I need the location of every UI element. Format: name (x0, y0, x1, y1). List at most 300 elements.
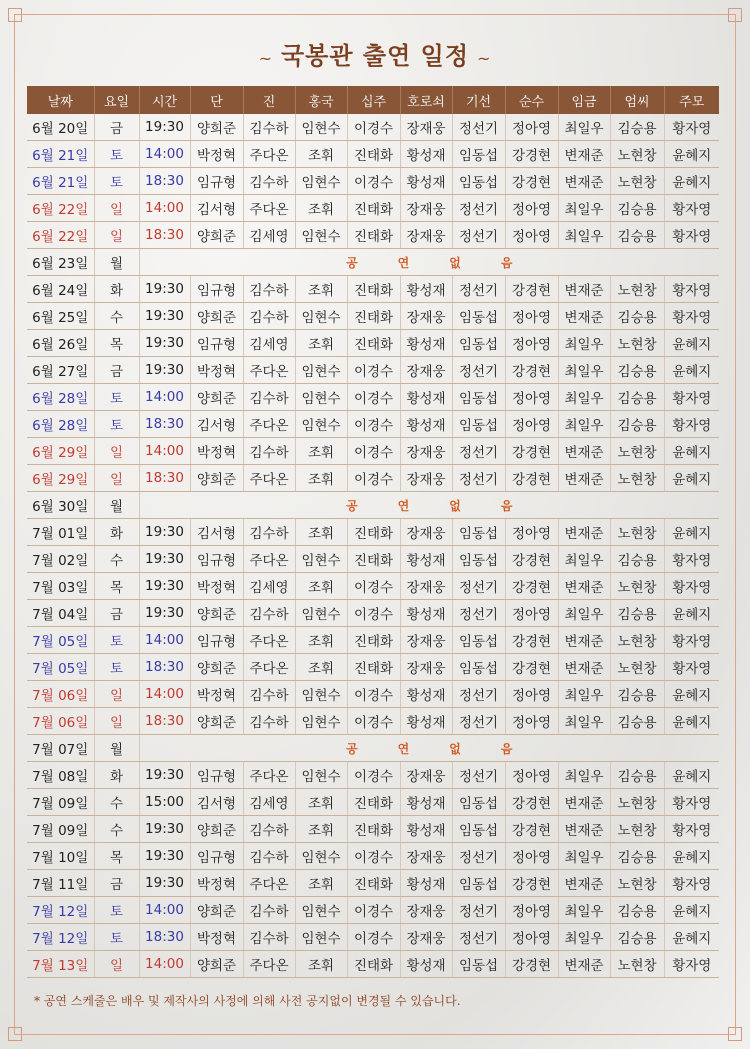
cast-cell: 임규형 (190, 843, 243, 870)
table-row (27, 303, 719, 330)
cast-cell: 장재웅 (400, 924, 452, 951)
cast-cell: 정선기 (452, 438, 505, 465)
cast-cell: 황성재 (400, 276, 452, 303)
cast-cell: 임동섭 (452, 654, 505, 681)
cast-cell: 김승용 (610, 546, 664, 573)
cast-cell: 변재준 (558, 951, 610, 978)
time-cell: 18:30 (139, 654, 190, 681)
cast-cell: 정아영 (505, 600, 558, 627)
cast-cell: 변재준 (558, 519, 610, 546)
cast-cell: 이경수 (347, 411, 400, 438)
cast-cell: 이경수 (347, 114, 400, 141)
weekday-cell: 수 (94, 789, 139, 816)
cast-cell: 윤혜지 (664, 330, 719, 357)
swirl-right-icon: ~ (477, 49, 492, 68)
cast-cell: 정선기 (452, 195, 505, 222)
cast-cell: 임현수 (295, 600, 347, 627)
cast-cell: 양희준 (190, 708, 243, 735)
cast-cell: 정아영 (505, 843, 558, 870)
cast-cell: 장재웅 (400, 627, 452, 654)
cast-cell: 황자영 (664, 951, 719, 978)
date-cell: 7월 12일 (27, 897, 94, 924)
cast-cell: 조휘 (295, 141, 347, 168)
cast-cell: 이경수 (347, 843, 400, 870)
cast-cell: 노현창 (610, 141, 664, 168)
time-cell: 14:00 (139, 195, 190, 222)
cast-cell: 장재웅 (400, 465, 452, 492)
corner-ornament-icon (8, 1027, 22, 1041)
cast-cell: 최일우 (558, 600, 610, 627)
cast-cell: 정선기 (452, 222, 505, 249)
cast-cell: 강경현 (505, 546, 558, 573)
cast-cell: 최일우 (558, 195, 610, 222)
corner-ornament-icon (728, 1027, 742, 1041)
column-header: 순수 (505, 86, 558, 114)
cast-cell: 황성재 (400, 708, 452, 735)
date-cell: 7월 05일 (27, 627, 94, 654)
weekday-cell: 일 (94, 951, 139, 978)
cast-cell: 조휘 (295, 627, 347, 654)
cast-cell: 변재준 (558, 141, 610, 168)
weekday-cell: 일 (94, 195, 139, 222)
cast-cell: 황자영 (664, 222, 719, 249)
cast-cell: 장재웅 (400, 843, 452, 870)
cast-cell: 변재준 (558, 168, 610, 195)
table-body (27, 114, 719, 978)
cast-cell: 장재웅 (400, 762, 452, 789)
cast-cell: 진태화 (347, 303, 400, 330)
cast-cell: 양희준 (190, 114, 243, 141)
cast-cell: 강경현 (505, 951, 558, 978)
table-row (27, 816, 719, 843)
table-row (27, 168, 719, 195)
cast-cell: 노현창 (610, 276, 664, 303)
cast-cell: 이경수 (347, 573, 400, 600)
date-cell: 7월 11일 (27, 870, 94, 897)
cast-cell: 변재준 (558, 816, 610, 843)
column-header: 날짜 (27, 86, 94, 114)
cast-cell: 양희준 (190, 600, 243, 627)
cast-cell: 임동섭 (452, 627, 505, 654)
column-header: 요일 (94, 86, 139, 114)
cast-cell: 최일우 (558, 843, 610, 870)
date-cell: 6월 29일 (27, 465, 94, 492)
cast-cell: 노현창 (610, 816, 664, 843)
cast-cell: 진태화 (347, 330, 400, 357)
date-cell: 6월 22일 (27, 195, 94, 222)
cast-cell: 진태화 (347, 222, 400, 249)
cast-cell: 김수하 (243, 681, 295, 708)
time-cell: 19:30 (139, 519, 190, 546)
cast-cell: 김승용 (610, 222, 664, 249)
weekday-cell: 일 (94, 222, 139, 249)
cast-cell: 윤혜지 (664, 600, 719, 627)
time-cell: 14:00 (139, 141, 190, 168)
weekday-cell: 토 (94, 168, 139, 195)
time-cell: 19:30 (139, 276, 190, 303)
cast-cell: 양희준 (190, 816, 243, 843)
weekday-cell: 토 (94, 924, 139, 951)
cast-cell: 김승용 (610, 384, 664, 411)
cast-cell: 이경수 (347, 924, 400, 951)
cast-cell: 주다온 (243, 195, 295, 222)
date-cell: 6월 21일 (27, 168, 94, 195)
table-header-row (27, 86, 719, 114)
cast-cell: 김승용 (610, 843, 664, 870)
cast-cell: 임현수 (295, 843, 347, 870)
table-row (27, 114, 719, 141)
cast-cell: 이경수 (347, 384, 400, 411)
weekday-cell: 수 (94, 546, 139, 573)
table-row (27, 276, 719, 303)
weekday-cell: 금 (94, 357, 139, 384)
cast-cell: 정아영 (505, 114, 558, 141)
corner-ornament-icon (728, 8, 742, 22)
cast-cell: 강경현 (505, 465, 558, 492)
cast-cell: 변재준 (558, 870, 610, 897)
cast-cell: 정선기 (452, 924, 505, 951)
cast-cell: 윤혜지 (664, 708, 719, 735)
cast-cell: 진태화 (347, 951, 400, 978)
cast-cell: 박정혁 (190, 141, 243, 168)
date-cell: 7월 13일 (27, 951, 94, 978)
column-header: 시간 (139, 86, 190, 114)
cast-cell: 양희준 (190, 465, 243, 492)
cast-cell: 이경수 (347, 168, 400, 195)
cast-cell: 진태화 (347, 816, 400, 843)
date-cell: 6월 20일 (27, 114, 94, 141)
cast-cell: 김승용 (610, 303, 664, 330)
table-row (27, 492, 719, 519)
cast-cell: 노현창 (610, 573, 664, 600)
cast-cell: 윤혜지 (664, 762, 719, 789)
column-header: 주모 (664, 86, 719, 114)
cast-cell: 임현수 (295, 681, 347, 708)
weekday-cell: 목 (94, 330, 139, 357)
cast-cell: 황성재 (400, 789, 452, 816)
weekday-cell: 토 (94, 897, 139, 924)
cast-cell: 노현창 (610, 627, 664, 654)
column-header: 기선 (452, 86, 505, 114)
cast-cell: 조휘 (295, 276, 347, 303)
table-row (27, 627, 719, 654)
cast-cell: 강경현 (505, 870, 558, 897)
cast-cell: 변재준 (558, 303, 610, 330)
time-cell: 19:30 (139, 114, 190, 141)
cast-cell: 박정혁 (190, 924, 243, 951)
cast-cell: 황자영 (664, 546, 719, 573)
cast-cell: 정아영 (505, 384, 558, 411)
time-cell: 19:30 (139, 843, 190, 870)
cast-cell: 강경현 (505, 168, 558, 195)
cast-cell: 임동섭 (452, 546, 505, 573)
table-row (27, 681, 719, 708)
cast-cell: 주다온 (243, 141, 295, 168)
cast-cell: 황성재 (400, 168, 452, 195)
cast-cell: 이경수 (347, 708, 400, 735)
cast-cell: 윤혜지 (664, 465, 719, 492)
cast-cell: 정아영 (505, 411, 558, 438)
cast-cell: 정아영 (505, 519, 558, 546)
table-row (27, 222, 719, 249)
cast-cell: 주다온 (243, 951, 295, 978)
time-cell: 19:30 (139, 330, 190, 357)
cast-cell: 변재준 (558, 438, 610, 465)
cast-cell: 황자영 (664, 816, 719, 843)
cast-cell: 노현창 (610, 789, 664, 816)
column-header: 호로쇠 (400, 86, 452, 114)
time-cell: 18:30 (139, 924, 190, 951)
cast-cell: 임현수 (295, 924, 347, 951)
cast-cell: 김승용 (610, 195, 664, 222)
cast-cell: 김서형 (190, 411, 243, 438)
cast-cell: 노현창 (610, 870, 664, 897)
date-cell: 6월 28일 (27, 384, 94, 411)
cast-cell: 정선기 (452, 708, 505, 735)
weekday-cell: 월 (94, 735, 139, 762)
cast-cell: 조휘 (295, 789, 347, 816)
cast-cell: 노현창 (610, 330, 664, 357)
column-header: 십주 (347, 86, 400, 114)
cast-cell: 최일우 (558, 897, 610, 924)
table-row (27, 870, 719, 897)
cast-cell: 최일우 (558, 384, 610, 411)
cast-cell: 최일우 (558, 762, 610, 789)
cast-cell: 황성재 (400, 411, 452, 438)
weekday-cell: 일 (94, 681, 139, 708)
cast-cell: 황자영 (664, 303, 719, 330)
cast-cell: 김승용 (610, 114, 664, 141)
cast-cell: 주다온 (243, 357, 295, 384)
cast-cell: 주다온 (243, 411, 295, 438)
table-row (27, 141, 719, 168)
cast-cell: 정선기 (452, 681, 505, 708)
table-row (27, 357, 719, 384)
cast-cell: 윤혜지 (664, 924, 719, 951)
cast-cell: 김수하 (243, 924, 295, 951)
table-row (27, 735, 719, 762)
cast-cell: 김승용 (610, 897, 664, 924)
cast-cell: 임규형 (190, 168, 243, 195)
table-row (27, 411, 719, 438)
cast-cell: 황성재 (400, 951, 452, 978)
cast-cell: 김서형 (190, 789, 243, 816)
cast-cell: 박정혁 (190, 681, 243, 708)
time-cell: 19:30 (139, 357, 190, 384)
cast-cell: 강경현 (505, 141, 558, 168)
cast-cell: 조휘 (295, 330, 347, 357)
cast-cell: 임현수 (295, 546, 347, 573)
date-cell: 6월 26일 (27, 330, 94, 357)
cast-cell: 장재웅 (400, 654, 452, 681)
cast-cell: 윤혜지 (664, 843, 719, 870)
date-cell: 6월 27일 (27, 357, 94, 384)
cast-cell: 황자영 (664, 195, 719, 222)
date-cell: 7월 06일 (27, 708, 94, 735)
cast-cell: 진태화 (347, 870, 400, 897)
time-cell: 19:30 (139, 600, 190, 627)
cast-cell: 황자영 (664, 870, 719, 897)
cast-cell: 임동섭 (452, 870, 505, 897)
date-cell: 7월 03일 (27, 573, 94, 600)
cast-cell: 정선기 (452, 762, 505, 789)
date-cell: 6월 21일 (27, 141, 94, 168)
cast-cell: 김수하 (243, 816, 295, 843)
cast-cell: 양희준 (190, 222, 243, 249)
cast-cell: 김승용 (610, 681, 664, 708)
date-cell: 6월 24일 (27, 276, 94, 303)
cast-cell: 장재웅 (400, 114, 452, 141)
time-cell: 14:00 (139, 951, 190, 978)
cast-cell: 노현창 (610, 654, 664, 681)
cast-cell: 최일우 (558, 924, 610, 951)
cast-cell: 주다온 (243, 546, 295, 573)
cast-cell: 최일우 (558, 357, 610, 384)
date-cell: 6월 22일 (27, 222, 94, 249)
column-header: 단 (190, 86, 243, 114)
cast-cell: 황자영 (664, 114, 719, 141)
table-row (27, 897, 719, 924)
cast-cell: 이경수 (347, 438, 400, 465)
cast-cell: 정선기 (452, 114, 505, 141)
cast-cell: 임규형 (190, 276, 243, 303)
weekday-cell: 토 (94, 627, 139, 654)
cast-cell: 황자영 (664, 573, 719, 600)
cast-cell: 변재준 (558, 573, 610, 600)
cast-cell: 김승용 (610, 924, 664, 951)
cast-cell: 최일우 (558, 411, 610, 438)
no-performance-cell: 공연없음 (139, 249, 719, 276)
time-cell: 18:30 (139, 411, 190, 438)
cast-cell: 주다온 (243, 870, 295, 897)
cast-cell: 김서형 (190, 195, 243, 222)
time-cell: 14:00 (139, 627, 190, 654)
cast-cell: 임규형 (190, 627, 243, 654)
cast-cell: 주다온 (243, 654, 295, 681)
cast-cell: 장재웅 (400, 357, 452, 384)
cast-cell: 김수하 (243, 897, 295, 924)
cast-cell: 장재웅 (400, 438, 452, 465)
cast-cell: 윤혜지 (664, 357, 719, 384)
cast-cell: 김수하 (243, 600, 295, 627)
weekday-cell: 목 (94, 573, 139, 600)
cast-cell: 조휘 (295, 654, 347, 681)
table-row (27, 843, 719, 870)
cast-cell: 조휘 (295, 519, 347, 546)
cast-cell: 임현수 (295, 303, 347, 330)
cast-cell: 조휘 (295, 465, 347, 492)
column-header: 홍국 (295, 86, 347, 114)
cast-cell: 이경수 (347, 465, 400, 492)
cast-cell: 김승용 (610, 357, 664, 384)
weekday-cell: 월 (94, 249, 139, 276)
cast-cell: 진태화 (347, 519, 400, 546)
table-row (27, 546, 719, 573)
cast-cell: 임현수 (295, 114, 347, 141)
table-row (27, 654, 719, 681)
column-header: 임금 (558, 86, 610, 114)
cast-cell: 황자영 (664, 411, 719, 438)
cast-cell: 임규형 (190, 330, 243, 357)
cast-cell: 김서형 (190, 519, 243, 546)
table-row (27, 573, 719, 600)
column-header: 진 (243, 86, 295, 114)
cast-cell: 정선기 (452, 600, 505, 627)
weekday-cell: 토 (94, 384, 139, 411)
cast-cell: 황자영 (664, 384, 719, 411)
cast-cell: 진태화 (347, 789, 400, 816)
weekday-cell: 일 (94, 465, 139, 492)
date-cell: 7월 04일 (27, 600, 94, 627)
weekday-cell: 토 (94, 654, 139, 681)
cast-cell: 황성재 (400, 816, 452, 843)
time-cell: 19:30 (139, 546, 190, 573)
table-row (27, 951, 719, 978)
cast-cell: 변재준 (558, 465, 610, 492)
weekday-cell: 수 (94, 816, 139, 843)
cast-cell: 최일우 (558, 114, 610, 141)
cast-cell: 강경현 (505, 357, 558, 384)
cast-cell: 진태화 (347, 654, 400, 681)
cast-cell: 이경수 (347, 897, 400, 924)
cast-cell: 황성재 (400, 870, 452, 897)
cast-cell: 김수하 (243, 303, 295, 330)
time-cell: 18:30 (139, 465, 190, 492)
cast-cell: 조휘 (295, 951, 347, 978)
cast-cell: 양희준 (190, 951, 243, 978)
cast-cell: 윤혜지 (664, 897, 719, 924)
cast-cell: 윤혜지 (664, 168, 719, 195)
date-cell: 7월 06일 (27, 681, 94, 708)
cast-cell: 변재준 (558, 627, 610, 654)
date-cell: 7월 05일 (27, 654, 94, 681)
cast-cell: 임동섭 (452, 411, 505, 438)
cast-cell: 이경수 (347, 357, 400, 384)
date-cell: 7월 09일 (27, 789, 94, 816)
cast-cell: 황성재 (400, 384, 452, 411)
date-cell: 6월 30일 (27, 492, 94, 519)
cast-cell: 임동섭 (452, 303, 505, 330)
date-cell: 7월 08일 (27, 762, 94, 789)
time-cell: 18:30 (139, 708, 190, 735)
cast-cell: 임동섭 (452, 816, 505, 843)
cast-cell: 김수하 (243, 114, 295, 141)
date-cell: 7월 09일 (27, 816, 94, 843)
cast-cell: 김세영 (243, 222, 295, 249)
cast-cell: 강경현 (505, 276, 558, 303)
cast-cell: 변재준 (558, 789, 610, 816)
cast-cell: 장재웅 (400, 222, 452, 249)
cast-cell: 이경수 (347, 762, 400, 789)
cast-cell: 윤혜지 (664, 519, 719, 546)
cast-cell: 장재웅 (400, 519, 452, 546)
cast-cell: 최일우 (558, 330, 610, 357)
footnote: * 공연 스케줄은 배우 및 제작사의 사정에 의해 사전 공지없이 변경될 수 있습니다. (34, 994, 461, 1008)
cast-cell: 진태화 (347, 195, 400, 222)
cast-cell: 정선기 (452, 897, 505, 924)
cast-cell: 임동섭 (452, 951, 505, 978)
cast-cell: 김승용 (610, 708, 664, 735)
table-row (27, 600, 719, 627)
cast-cell: 주다온 (243, 465, 295, 492)
cast-cell: 강경현 (505, 654, 558, 681)
weekday-cell: 목 (94, 843, 139, 870)
table-row (27, 384, 719, 411)
table-row (27, 708, 719, 735)
date-cell: 7월 12일 (27, 924, 94, 951)
cast-cell: 노현창 (610, 168, 664, 195)
cast-cell: 진태화 (347, 627, 400, 654)
